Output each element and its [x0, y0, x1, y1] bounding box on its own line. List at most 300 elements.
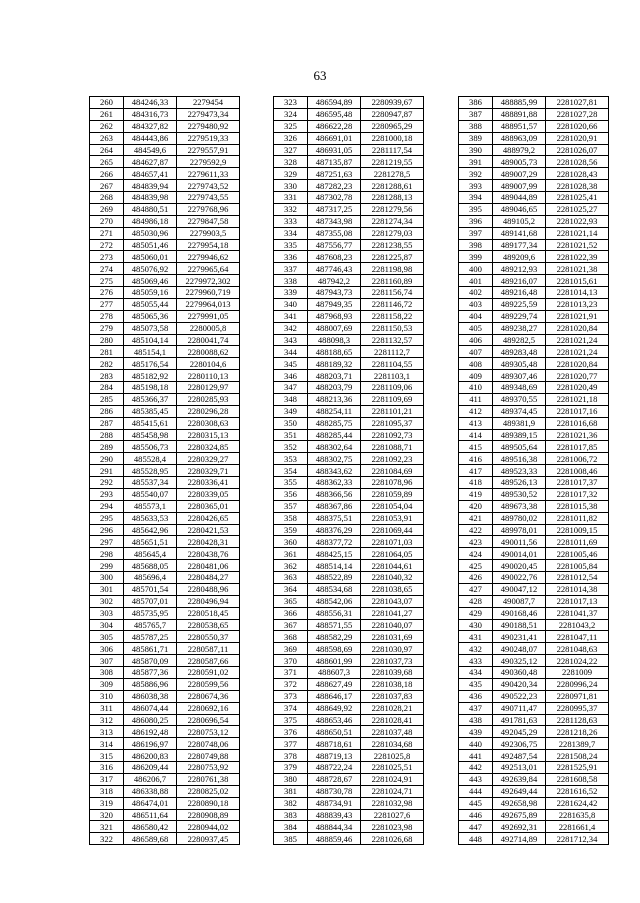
x-coordinate-cell: 485633,53: [124, 512, 177, 524]
y-coordinate-cell: 2281009,15: [546, 524, 609, 536]
point-number-cell: 318: [90, 785, 124, 797]
table-row: [90, 310, 240, 322]
x-coordinate-cell: 485415,61: [124, 417, 177, 429]
x-coordinate-cell: 490014,01: [493, 548, 546, 560]
y-coordinate-cell: 2281712,34: [546, 833, 609, 845]
y-coordinate-cell: 2281017,13: [546, 595, 609, 607]
y-coordinate-cell: 2281084,69: [361, 465, 424, 477]
point-number-cell: 324: [274, 108, 308, 120]
point-number-cell: 403: [459, 298, 493, 310]
table-row: [90, 358, 240, 370]
y-coordinate-cell: 2281047,11: [546, 631, 609, 643]
y-coordinate-cell: 2281608,58: [546, 773, 609, 785]
point-number-cell: 368: [274, 631, 308, 643]
y-coordinate-cell: 2280748,06: [177, 738, 240, 750]
table-row: [90, 797, 240, 809]
table-row: [90, 275, 240, 287]
point-number-cell: 296: [90, 524, 124, 536]
point-number-cell: 416: [459, 453, 493, 465]
table-row: [459, 595, 609, 607]
table-row: [459, 465, 609, 477]
x-coordinate-cell: 490020,45: [493, 560, 546, 572]
y-coordinate-cell: 2280315,13: [177, 429, 240, 441]
table-row: [274, 643, 424, 655]
table-row: [90, 643, 240, 655]
point-number-cell: 285: [90, 393, 124, 405]
point-number-cell: 304: [90, 619, 124, 631]
x-coordinate-cell: 488718,61: [308, 738, 361, 750]
y-coordinate-cell: 2281021,24: [546, 334, 609, 346]
point-number-cell: 358: [274, 512, 308, 524]
point-number-cell: 282: [90, 358, 124, 370]
x-coordinate-cell: 488522,89: [308, 572, 361, 584]
x-coordinate-cell: 485059,16: [124, 287, 177, 299]
y-coordinate-cell: 2281040,32: [361, 572, 424, 584]
point-number-cell: 423: [459, 536, 493, 548]
x-coordinate-cell: 488188,65: [308, 346, 361, 358]
coordinates-table-3: [458, 96, 609, 845]
x-coordinate-cell: 489505,64: [493, 441, 546, 453]
point-number-cell: 289: [90, 441, 124, 453]
x-coordinate-cell: 488722,24: [308, 762, 361, 774]
x-coordinate-cell: 488646,17: [308, 690, 361, 702]
y-coordinate-cell: 2281635,8: [546, 809, 609, 821]
y-coordinate-cell: 2281026,68: [361, 833, 424, 845]
point-number-cell: 372: [274, 678, 308, 690]
point-number-cell: 418: [459, 477, 493, 489]
y-coordinate-cell: 2281028,56: [546, 156, 609, 168]
x-coordinate-cell: 488728,67: [308, 773, 361, 785]
y-coordinate-cell: 2281021,38: [546, 263, 609, 275]
point-number-cell: 319: [90, 797, 124, 809]
table-row: [459, 500, 609, 512]
point-number-cell: 355: [274, 477, 308, 489]
y-coordinate-cell: 2279454: [177, 97, 240, 109]
x-coordinate-cell: 492639,84: [493, 773, 546, 785]
x-coordinate-cell: 488582,29: [308, 631, 361, 643]
y-coordinate-cell: 2281048,63: [546, 643, 609, 655]
point-number-cell: 395: [459, 203, 493, 215]
y-coordinate-cell: 2281043,2: [546, 619, 609, 631]
point-number-cell: 315: [90, 750, 124, 762]
point-number-cell: 365: [274, 595, 308, 607]
y-coordinate-cell: 2280336,41: [177, 477, 240, 489]
table-row: [90, 667, 240, 679]
y-coordinate-cell: 2281525,91: [546, 762, 609, 774]
table-row: [459, 215, 609, 227]
table-row: [459, 453, 609, 465]
x-coordinate-cell: 484986,18: [124, 215, 177, 227]
x-coordinate-cell: 489105,2: [493, 215, 546, 227]
table-row: [90, 429, 240, 441]
table-row: [459, 132, 609, 144]
point-number-cell: 279: [90, 322, 124, 334]
table-row: [90, 785, 240, 797]
x-coordinate-cell: 492714,89: [493, 833, 546, 845]
y-coordinate-cell: 2280692,16: [177, 702, 240, 714]
point-number-cell: 426: [459, 572, 493, 584]
table-row: [90, 572, 240, 584]
x-coordinate-cell: 487343,98: [308, 215, 361, 227]
y-coordinate-cell: 2280599,56: [177, 678, 240, 690]
table-row: [274, 572, 424, 584]
x-coordinate-cell: 485069,46: [124, 275, 177, 287]
point-number-cell: 367: [274, 619, 308, 631]
y-coordinate-cell: 2281017,37: [546, 477, 609, 489]
x-coordinate-cell: 485076,92: [124, 263, 177, 275]
point-number-cell: 329: [274, 168, 308, 180]
x-coordinate-cell: 488098,3: [308, 334, 361, 346]
table-row: [274, 714, 424, 726]
x-coordinate-cell: 488376,29: [308, 524, 361, 536]
y-coordinate-cell: 2280587,11: [177, 643, 240, 655]
table-row: [274, 275, 424, 287]
point-number-cell: 288: [90, 429, 124, 441]
y-coordinate-cell: 2281028,43: [546, 168, 609, 180]
table-row: [90, 108, 240, 120]
y-coordinate-cell: 2279473,34: [177, 108, 240, 120]
table-row: [459, 833, 609, 845]
x-coordinate-cell: 489516,38: [493, 453, 546, 465]
y-coordinate-cell: 2281288,61: [361, 180, 424, 192]
y-coordinate-cell: 2281160,89: [361, 275, 424, 287]
x-coordinate-cell: 486080,25: [124, 714, 177, 726]
y-coordinate-cell: 2281021,36: [546, 429, 609, 441]
coordinates-table-2: [273, 96, 424, 845]
point-number-cell: 283: [90, 370, 124, 382]
x-coordinate-cell: 490087,7: [493, 595, 546, 607]
x-coordinate-cell: 489229,74: [493, 310, 546, 322]
table-row: [274, 192, 424, 204]
x-coordinate-cell: 485701,54: [124, 583, 177, 595]
x-coordinate-cell: 489177,34: [493, 239, 546, 251]
y-coordinate-cell: 2281005,46: [546, 548, 609, 560]
y-coordinate-cell: 2280518,45: [177, 607, 240, 619]
table-row: [274, 298, 424, 310]
point-number-cell: 311: [90, 702, 124, 714]
point-number-cell: 290: [90, 453, 124, 465]
point-number-cell: 439: [459, 726, 493, 738]
x-coordinate-cell: 490022,76: [493, 572, 546, 584]
y-coordinate-cell: 2279768,96: [177, 203, 240, 215]
y-coordinate-cell: 2279480,92: [177, 120, 240, 132]
point-number-cell: 356: [274, 488, 308, 500]
point-number-cell: 382: [274, 797, 308, 809]
x-coordinate-cell: 488254,11: [308, 405, 361, 417]
table-row: [90, 453, 240, 465]
table-row: [459, 441, 609, 453]
point-number-cell: 375: [274, 714, 308, 726]
x-coordinate-cell: 488367,86: [308, 500, 361, 512]
point-number-cell: 364: [274, 583, 308, 595]
y-coordinate-cell: 2280971,81: [546, 690, 609, 702]
y-coordinate-cell: 2281037,48: [361, 726, 424, 738]
point-number-cell: 448: [459, 833, 493, 845]
y-coordinate-cell: 2281109,06: [361, 382, 424, 394]
table-row: [90, 322, 240, 334]
y-coordinate-cell: 2280944,02: [177, 821, 240, 833]
x-coordinate-cell: 488601,99: [308, 655, 361, 667]
x-coordinate-cell: 488734,91: [308, 797, 361, 809]
point-number-cell: 276: [90, 287, 124, 299]
x-coordinate-cell: 488285,75: [308, 417, 361, 429]
x-coordinate-cell: 486594,89: [308, 97, 361, 109]
table-row: [274, 631, 424, 643]
x-coordinate-cell: 488366,56: [308, 488, 361, 500]
table-row: [90, 560, 240, 572]
table-row: [459, 227, 609, 239]
y-coordinate-cell: 2281011,82: [546, 512, 609, 524]
table-row: [459, 382, 609, 394]
point-number-cell: 359: [274, 524, 308, 536]
table-row: [459, 192, 609, 204]
x-coordinate-cell: 487135,87: [308, 156, 361, 168]
table-row: [274, 655, 424, 667]
point-number-cell: 299: [90, 560, 124, 572]
table-row: [459, 239, 609, 251]
table-row: [274, 500, 424, 512]
y-coordinate-cell: 2281031,69: [361, 631, 424, 643]
coordinates-table-1: [89, 96, 240, 845]
point-number-cell: 266: [90, 168, 124, 180]
point-number-cell: 335: [274, 239, 308, 251]
table-row: [90, 821, 240, 833]
point-number-cell: 388: [459, 120, 493, 132]
y-coordinate-cell: 2280041,74: [177, 334, 240, 346]
point-number-cell: 442: [459, 762, 493, 774]
x-coordinate-cell: 489305,48: [493, 358, 546, 370]
table-row: [90, 227, 240, 239]
point-number-cell: 412: [459, 405, 493, 417]
table-row: [90, 132, 240, 144]
point-number-cell: 284: [90, 382, 124, 394]
table-row: [90, 524, 240, 536]
x-coordinate-cell: 487282,23: [308, 180, 361, 192]
point-number-cell: 435: [459, 678, 493, 690]
x-coordinate-cell: 492658,98: [493, 797, 546, 809]
table-row: [274, 441, 424, 453]
point-number-cell: 327: [274, 144, 308, 156]
x-coordinate-cell: 488844,34: [308, 821, 361, 833]
x-coordinate-cell: 492649,44: [493, 785, 546, 797]
x-coordinate-cell: 491781,63: [493, 714, 546, 726]
table-row: [274, 429, 424, 441]
x-coordinate-cell: 488719,13: [308, 750, 361, 762]
point-number-cell: 424: [459, 548, 493, 560]
table-row: [459, 560, 609, 572]
table-row: [274, 310, 424, 322]
table-row: [90, 477, 240, 489]
y-coordinate-cell: 2281020,66: [546, 120, 609, 132]
y-coordinate-cell: 2280110,13: [177, 370, 240, 382]
point-number-cell: 371: [274, 667, 308, 679]
point-number-cell: 429: [459, 607, 493, 619]
y-coordinate-cell: 2281616,52: [546, 785, 609, 797]
x-coordinate-cell: 487943,73: [308, 287, 361, 299]
point-number-cell: 411: [459, 393, 493, 405]
point-number-cell: 385: [274, 833, 308, 845]
y-coordinate-cell: 2281078,96: [361, 477, 424, 489]
y-coordinate-cell: 2281021,24: [546, 346, 609, 358]
y-coordinate-cell: 2280550,37: [177, 631, 240, 643]
x-coordinate-cell: 488649,92: [308, 702, 361, 714]
y-coordinate-cell: 2280104,6: [177, 358, 240, 370]
x-coordinate-cell: 489526,13: [493, 477, 546, 489]
point-number-cell: 352: [274, 441, 308, 453]
y-coordinate-cell: 2281037,83: [361, 690, 424, 702]
table-row: [459, 156, 609, 168]
y-coordinate-cell: 2280496,94: [177, 595, 240, 607]
point-number-cell: 383: [274, 809, 308, 821]
point-number-cell: 351: [274, 429, 308, 441]
table-row: [274, 809, 424, 821]
point-number-cell: 432: [459, 643, 493, 655]
point-number-cell: 437: [459, 702, 493, 714]
page-number: 63: [313, 68, 327, 83]
y-coordinate-cell: 2279592,9: [177, 156, 240, 168]
point-number-cell: 420: [459, 500, 493, 512]
table-row: [90, 263, 240, 275]
x-coordinate-cell: 490011,56: [493, 536, 546, 548]
table-row: [90, 488, 240, 500]
table-row: [90, 607, 240, 619]
y-coordinate-cell: 2280538,65: [177, 619, 240, 631]
point-number-cell: 277: [90, 298, 124, 310]
table-row: [459, 607, 609, 619]
x-coordinate-cell: 485030,96: [124, 227, 177, 239]
x-coordinate-cell: 486200,83: [124, 750, 177, 762]
x-coordinate-cell: 485104,14: [124, 334, 177, 346]
x-coordinate-cell: 488885,99: [493, 97, 546, 109]
y-coordinate-cell: 2281020,49: [546, 382, 609, 394]
y-coordinate-cell: 2280308,63: [177, 417, 240, 429]
x-coordinate-cell: 485060,01: [124, 251, 177, 263]
point-number-cell: 330: [274, 180, 308, 192]
table-row: [459, 275, 609, 287]
y-coordinate-cell: 2280937,45: [177, 833, 240, 845]
point-number-cell: 438: [459, 714, 493, 726]
point-number-cell: 301: [90, 583, 124, 595]
x-coordinate-cell: 489282,5: [493, 334, 546, 346]
table-row: [274, 251, 424, 263]
table-row: [274, 773, 424, 785]
point-number-cell: 391: [459, 156, 493, 168]
x-coordinate-cell: 488598,69: [308, 643, 361, 655]
y-coordinate-cell: 2280587,66: [177, 655, 240, 667]
table-row: [90, 714, 240, 726]
point-number-cell: 361: [274, 548, 308, 560]
table-row: [90, 97, 240, 109]
y-coordinate-cell: 2281025,27: [546, 203, 609, 215]
x-coordinate-cell: 484627,87: [124, 156, 177, 168]
y-coordinate-cell: 2280825,02: [177, 785, 240, 797]
point-number-cell: 269: [90, 203, 124, 215]
y-coordinate-cell: 2281028,41: [361, 714, 424, 726]
point-number-cell: 275: [90, 275, 124, 287]
x-coordinate-cell: 488362,33: [308, 477, 361, 489]
y-coordinate-cell: 2281028,21: [361, 702, 424, 714]
y-coordinate-cell: 2281020,91: [546, 132, 609, 144]
x-coordinate-cell: 488302,75: [308, 453, 361, 465]
point-number-cell: 398: [459, 239, 493, 251]
point-number-cell: 444: [459, 785, 493, 797]
point-number-cell: 446: [459, 809, 493, 821]
table-row: [274, 370, 424, 382]
x-coordinate-cell: 488607,3: [308, 667, 361, 679]
point-number-cell: 263: [90, 132, 124, 144]
point-number-cell: 297: [90, 536, 124, 548]
x-coordinate-cell: 485870,09: [124, 655, 177, 667]
table-row: [459, 643, 609, 655]
y-coordinate-cell: 2280365,01: [177, 500, 240, 512]
point-number-cell: 431: [459, 631, 493, 643]
table-row: [459, 702, 609, 714]
y-coordinate-cell: 2279954,18: [177, 239, 240, 251]
x-coordinate-cell: 486589,68: [124, 833, 177, 845]
table-row: [459, 393, 609, 405]
y-coordinate-cell: 2281013,23: [546, 298, 609, 310]
x-coordinate-cell: 485528,95: [124, 465, 177, 477]
y-coordinate-cell: 2280339,05: [177, 488, 240, 500]
point-number-cell: 313: [90, 726, 124, 738]
table-row: [274, 595, 424, 607]
point-number-cell: 357: [274, 500, 308, 512]
point-number-cell: 271: [90, 227, 124, 239]
y-coordinate-cell: 2280488,96: [177, 583, 240, 595]
table-row: [274, 203, 424, 215]
y-coordinate-cell: 2280761,38: [177, 773, 240, 785]
point-number-cell: 363: [274, 572, 308, 584]
x-coordinate-cell: 488302,64: [308, 441, 361, 453]
x-coordinate-cell: 488653,46: [308, 714, 361, 726]
x-coordinate-cell: 488650,51: [308, 726, 361, 738]
point-number-cell: 334: [274, 227, 308, 239]
y-coordinate-cell: 2281014,38: [546, 583, 609, 595]
point-number-cell: 292: [90, 477, 124, 489]
point-number-cell: 447: [459, 821, 493, 833]
table-row: [274, 524, 424, 536]
table-row: [459, 738, 609, 750]
point-number-cell: 376: [274, 726, 308, 738]
x-coordinate-cell: 489007,99: [493, 180, 546, 192]
y-coordinate-cell: 2281025,41: [546, 192, 609, 204]
x-coordinate-cell: 488377,72: [308, 536, 361, 548]
x-coordinate-cell: 488285,44: [308, 429, 361, 441]
table-row: [459, 144, 609, 156]
x-coordinate-cell: 486595,48: [308, 108, 361, 120]
point-number-cell: 341: [274, 310, 308, 322]
point-number-cell: 331: [274, 192, 308, 204]
point-number-cell: 308: [90, 667, 124, 679]
point-number-cell: 340: [274, 298, 308, 310]
point-number-cell: 314: [90, 738, 124, 750]
x-coordinate-cell: 490522,23: [493, 690, 546, 702]
point-number-cell: 317: [90, 773, 124, 785]
point-number-cell: 366: [274, 607, 308, 619]
point-number-cell: 306: [90, 643, 124, 655]
table-row: [90, 536, 240, 548]
point-number-cell: 360: [274, 536, 308, 548]
x-coordinate-cell: 486206,7: [124, 773, 177, 785]
point-number-cell: 381: [274, 785, 308, 797]
x-coordinate-cell: 489046,65: [493, 203, 546, 215]
x-coordinate-cell: 489225,59: [493, 298, 546, 310]
point-number-cell: 441: [459, 750, 493, 762]
point-number-cell: 262: [90, 120, 124, 132]
y-coordinate-cell: 2281146,72: [361, 298, 424, 310]
point-number-cell: 328: [274, 156, 308, 168]
point-number-cell: 389: [459, 132, 493, 144]
